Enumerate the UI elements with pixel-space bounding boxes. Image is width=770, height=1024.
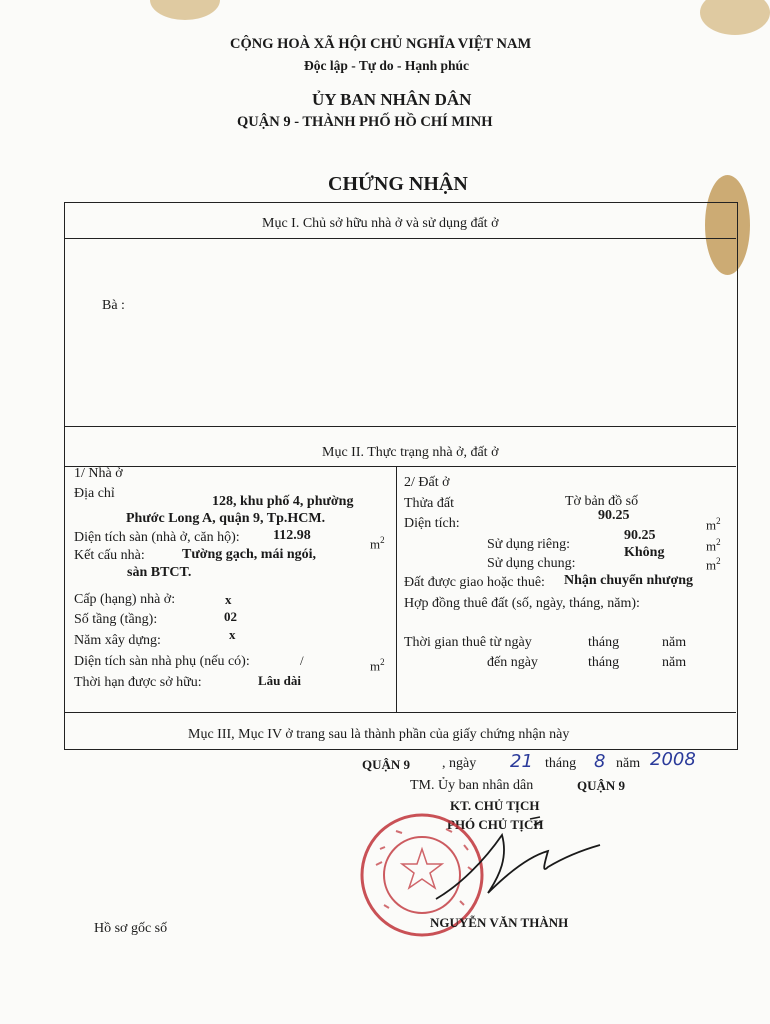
term-label: Thời hạn được sở hữu: bbox=[74, 675, 202, 690]
day-label: , ngày bbox=[442, 756, 477, 771]
signature-tick bbox=[530, 817, 542, 825]
committee-heading: ỦY BAN NHÂN DÂN bbox=[312, 90, 472, 109]
address-line2: Phước Long A, quận 9, Tp.HCM. bbox=[126, 511, 326, 526]
house-title: 1/ Nhà ở bbox=[74, 466, 123, 481]
month-value: 8 bbox=[594, 751, 606, 772]
common-use-value: Không bbox=[624, 545, 665, 560]
motto: Độc lập - Tự do - Hạnh phúc bbox=[304, 58, 470, 73]
floor-area-unit bbox=[370, 535, 385, 552]
lease-from-month-label: tháng bbox=[588, 635, 620, 650]
signature-stroke bbox=[436, 835, 600, 899]
signing-place: QUẬN 9 bbox=[362, 757, 411, 772]
aux-area-label: Diện tích sàn nhà phụ (nếu có): bbox=[74, 654, 250, 669]
floor-area-label: Diện tích sàn (nhà ở, căn hộ): bbox=[74, 530, 240, 545]
floor-area-value: 112.98 bbox=[273, 528, 311, 543]
land-title: 2/ Đất ở bbox=[404, 475, 450, 490]
signature bbox=[430, 815, 610, 925]
on-behalf-label: TM. Ủy ban nhân dân bbox=[410, 778, 534, 793]
section1-heading: Mục I. Chủ sở hữu nhà ở và sử dụng đất ở bbox=[262, 216, 499, 231]
section2-sub-rule bbox=[64, 466, 736, 467]
unit-m: m bbox=[706, 557, 717, 573]
structure-label: Kết cấu nhà: bbox=[74, 548, 145, 563]
year-label: năm bbox=[616, 756, 641, 771]
day-value: 21 bbox=[510, 751, 533, 772]
month-label: tháng bbox=[545, 756, 577, 771]
section2-top-rule bbox=[64, 426, 736, 427]
section1-top-rule bbox=[64, 238, 736, 239]
private-use-label: Sử dụng riêng: bbox=[487, 537, 571, 552]
unit-m: m bbox=[370, 536, 381, 552]
vice-chairman-title: PHÓ CHỦ TỊCH bbox=[447, 817, 544, 832]
file-number-label: Hồ sơ gốc số bbox=[94, 921, 168, 936]
common-use-unit bbox=[706, 556, 721, 573]
lease-contract-label: Hợp đồng thuê đất (số, ngày, tháng, năm): bbox=[404, 596, 640, 611]
unit-exp: 2 bbox=[380, 535, 385, 545]
chairman-title: KT. CHỦ TỊCH bbox=[450, 798, 540, 813]
unit-exp: 2 bbox=[716, 537, 721, 547]
unit-m: m bbox=[706, 538, 717, 554]
aux-area-unit bbox=[370, 657, 385, 674]
year-label: Năm xây dựng: bbox=[74, 633, 161, 648]
owner-label: Bà : bbox=[102, 298, 125, 313]
district-heading: QUẬN 9 - THÀNH PHỐ HỒ CHÍ MINH bbox=[237, 114, 493, 130]
lease-to-month-label: tháng bbox=[588, 655, 620, 670]
lease-from-label: Thời gian thuê từ ngày bbox=[404, 635, 532, 650]
page-title: CHỨNG NHẬN bbox=[328, 173, 468, 195]
on-behalf-district: QUẬN 9 bbox=[577, 778, 626, 793]
parcel-label: Thửa đất bbox=[404, 496, 454, 511]
stain-top-right bbox=[700, 0, 770, 35]
year-value: x bbox=[229, 627, 236, 642]
unit-exp: 2 bbox=[716, 516, 721, 526]
year-value: 2008 bbox=[650, 749, 696, 770]
footer-note: Mục III, Mục IV ở trang sau là thành phần của giấy chứng nhận này bbox=[188, 727, 570, 742]
section2-divider bbox=[396, 466, 397, 712]
map-sheet-label: Tờ bản đồ số bbox=[565, 494, 639, 509]
term-value: Lâu dài bbox=[258, 673, 301, 688]
grade-value: x bbox=[225, 592, 232, 607]
lease-from-year-label: năm bbox=[662, 635, 687, 650]
land-area-unit bbox=[706, 516, 721, 533]
lease-to-year-label: năm bbox=[662, 655, 687, 670]
land-area-value: 90.25 bbox=[598, 508, 630, 523]
private-use-unit bbox=[706, 537, 721, 554]
floors-value: 02 bbox=[224, 609, 237, 624]
aux-area-value: / bbox=[300, 653, 304, 668]
common-use-label: Sử dụng chung: bbox=[487, 556, 576, 571]
unit-exp: 2 bbox=[380, 657, 385, 667]
signer-name: NGUYỄN VĂN THÀNH bbox=[430, 915, 569, 930]
allocation-label: Đất được giao hoặc thuê: bbox=[404, 575, 545, 590]
unit-m: m bbox=[706, 517, 717, 533]
section2-heading: Mục II. Thực trạng nhà ở, đất ở bbox=[322, 445, 499, 460]
unit-exp: 2 bbox=[716, 556, 721, 566]
land-area-label: Diện tích: bbox=[404, 516, 460, 531]
grade-label: Cấp (hạng) nhà ở: bbox=[74, 592, 176, 607]
allocation-value: Nhận chuyển nhượng bbox=[564, 573, 693, 588]
structure-line1: Tường gạch, mái ngói, bbox=[182, 547, 317, 562]
section2-bottom-rule bbox=[64, 712, 736, 713]
private-use-value: 90.25 bbox=[624, 528, 656, 543]
floors-label: Số tầng (tầng): bbox=[74, 612, 158, 627]
structure-line2: sàn BTCT. bbox=[127, 565, 192, 580]
address-label: Địa chỉ bbox=[74, 486, 115, 501]
unit-m: m bbox=[370, 658, 381, 674]
lease-to-label: đến ngày bbox=[487, 655, 538, 670]
address-line1: 128, khu phố 4, phường bbox=[212, 494, 354, 509]
republic-heading: CỘNG HOÀ XÃ HỘI CHỦ NGHĨA VIỆT NAM bbox=[230, 36, 532, 52]
stain-top bbox=[150, 0, 220, 20]
